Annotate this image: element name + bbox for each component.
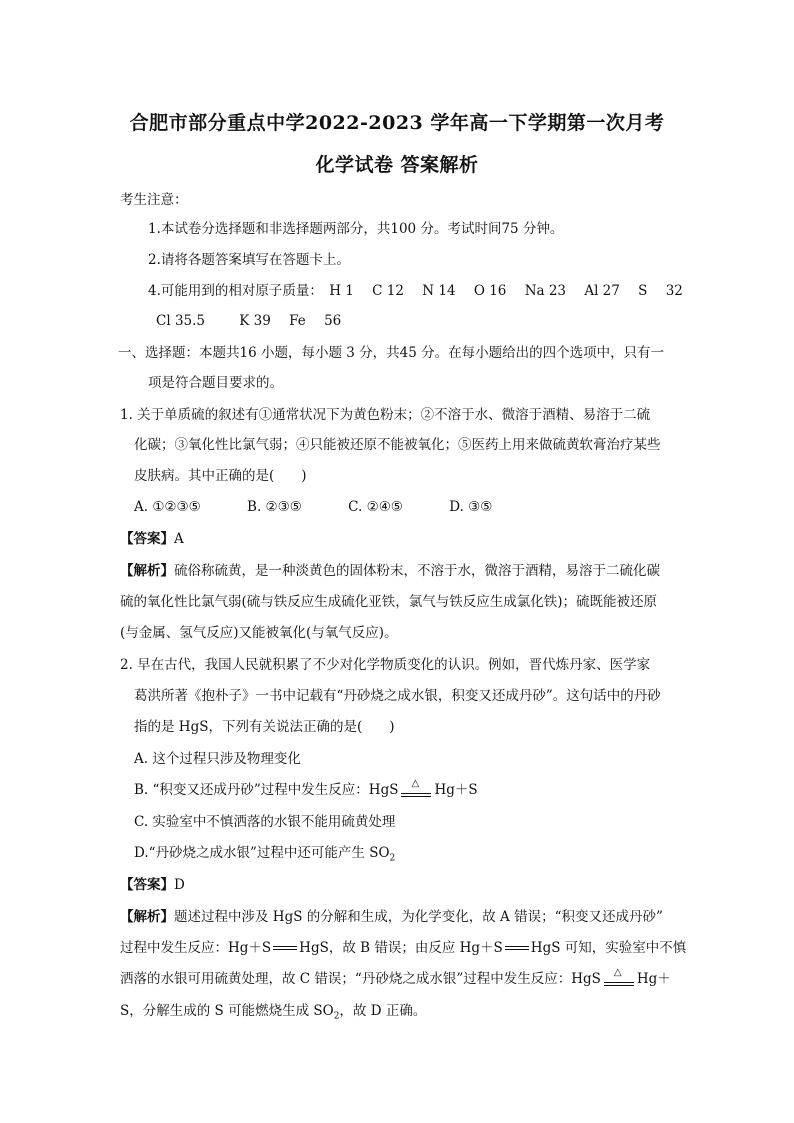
- q2-analysis-line-2: [120, 938, 686, 958]
- q2-analysis-text-4a: S，分解生成的 S 可能燃烧生成 SO: [120, 1003, 334, 1019]
- q2-option-b-text: B. “积变又还成丹砂”过程中发生反应：HgS: [134, 782, 399, 798]
- heat-reaction-arrow: [604, 966, 634, 988]
- q1-analysis-line-2: 硫的氧化性比氯气弱(硫与铁反应生成硫化亚铁，氯气与铁反应生成氯化铁)；硫既能被还原: [120, 594, 658, 610]
- q2-option-d-sub: 2: [389, 853, 396, 864]
- heat-triangle-icon: △: [613, 966, 622, 978]
- section-1-heading: 一、选择题：本题共16 小题，每小题 3 分，共45 分。在每小题给出的四个选项中，只有一: [118, 345, 665, 361]
- q1-answer-tag: 【答案】: [120, 531, 174, 547]
- q2-analysis-sub: 2: [333, 1011, 340, 1022]
- heat-reaction-arrow: [401, 777, 431, 799]
- notice-item-1: 1.本试卷分选择题和非选择题两部分，共100 分。考试时间75 分钟。: [148, 221, 564, 237]
- q2-analysis-text-3a: 洒落的水银可用硫黄处理，故 C 错误；“丹砂烧之成水银”过程中发生反应：HgS: [120, 971, 601, 987]
- notice-item-4: [148, 281, 697, 301]
- q2-analysis-text-1: 题述过程中涉及 HgS 的分解和生成，为化学变化，故 A 错误；“积变又还成丹砂”: [174, 909, 663, 925]
- notice-item-4-cont: [156, 311, 355, 331]
- q1-answer: [120, 529, 184, 549]
- q1-analysis-line-3: (与金属、氢气反应)又能被氧化(与氧气反应)。: [120, 625, 398, 641]
- q2-stem-line-3: 指的是 HgS，下列有关说法正确的是( ): [134, 719, 395, 735]
- q2-analysis-text-2c: HgS 可知，实验室中不慎: [530, 940, 687, 956]
- mass-c: C 12: [372, 283, 404, 299]
- mass-fe-value: 56: [324, 313, 342, 329]
- mass-s-symbol: S: [638, 283, 648, 299]
- q2-answer: [120, 875, 185, 895]
- q2-option-d-text: D.“丹砂烧之成水银”过程中还可能产生 SO: [134, 845, 390, 861]
- section-1-heading-cont: 项是符合题目要求的。: [148, 375, 283, 391]
- q2-stem-line-2: 葛洪所著《抱朴子》一书中记载有“丹砂烧之成水银，积变又还成丹砂”。这句话中的丹砂: [134, 688, 661, 704]
- q1-answer-value: A: [174, 531, 184, 547]
- mass-h: H 1: [329, 283, 354, 299]
- q2-analysis-text-4b: ，故 D 正确。: [339, 1003, 427, 1019]
- heat-triangle-icon: △: [411, 777, 420, 789]
- q2-analysis-text-2a: 过程中发生反应：Hg＋S: [120, 940, 272, 956]
- mass-na: Na 23: [524, 283, 567, 299]
- q1-stem-line-2: 化碳；③氧化性比氯气弱；④只能被还原不能被氧化；⑤医药上用来做硫黄软膏治疗某些: [134, 437, 661, 453]
- q1-option-a: A. ①②③⑤: [134, 499, 201, 515]
- equals-sign-icon: [505, 946, 529, 952]
- q2-analysis-text-3b: Hg＋: [636, 971, 671, 987]
- q1-analysis-line-1: [120, 561, 660, 581]
- q2-answer-tag: 【答案】: [120, 877, 174, 893]
- notice-heading: 考生注意：: [120, 192, 188, 208]
- q2-option-d: [134, 843, 395, 869]
- exam-title: 合肥市部分重点中学2022-2023 学年高一下学期第一次月考: [129, 112, 665, 134]
- q2-analysis-line-1: [120, 907, 663, 927]
- q2-option-c: C. 实验室中不慎洒落的水银不能用硫黄处理: [134, 814, 396, 830]
- q1-stem-line-3: 皮肤病。其中正确的是( ): [134, 468, 307, 484]
- mass-cl: Cl 35.5: [156, 313, 205, 329]
- notice-item-4-prefix: 4.可能用到的相对原子质量：: [148, 283, 323, 299]
- q1-option-c: C. ②④⑤: [348, 499, 403, 515]
- q2-analysis-tag: 【解析】: [120, 909, 174, 925]
- q1-analysis-tag: 【解析】: [120, 563, 174, 579]
- mass-n: N 14: [422, 283, 456, 299]
- mass-al: Al 27: [584, 283, 620, 299]
- equals-sign-icon: [273, 946, 297, 952]
- mass-s-value: 32: [665, 283, 683, 299]
- mass-o: O 16: [473, 283, 507, 299]
- q2-stem-line-1: 2. 早在古代，我国人民就积累了不少对化学物质变化的认识。例如，晋代炼丹家、医学家: [120, 657, 651, 673]
- notice-item-2: 2.请将各题答案填写在答题卡上。: [148, 252, 350, 268]
- q2-analysis-text-2b: HgS，故 B 错误；由反应 Hg＋S: [299, 940, 503, 956]
- q2-answer-value: D: [174, 877, 185, 893]
- q1-analysis-text-1: 硫俗称硫黄，是一种淡黄色的固体粉末，不溶于水，微溶于酒精，易溶于二硫化碳: [174, 563, 660, 579]
- mass-fe-symbol: Fe: [289, 313, 306, 329]
- q2-analysis-line-4: [120, 1001, 426, 1027]
- q1-option-d: D. ③⑤: [449, 499, 493, 515]
- exam-subtitle: 化学试卷 答案解析: [315, 154, 479, 176]
- q2-analysis-line-3: [120, 966, 671, 989]
- q2-option-b-products: Hg＋S: [434, 782, 478, 798]
- q1-stem-line-1: 1. 关于单质硫的叙述有①通常状况下为黄色粉末；②不溶于水、微溶于酒精、易溶于二硫: [120, 407, 651, 423]
- q2-option-a: A. 这个过程只涉及物理变化: [134, 751, 301, 767]
- q1-option-b: B. ②③⑤: [247, 499, 302, 515]
- q2-option-b: [134, 777, 478, 800]
- mass-k: K 39: [239, 313, 271, 329]
- q1-options: [134, 497, 534, 517]
